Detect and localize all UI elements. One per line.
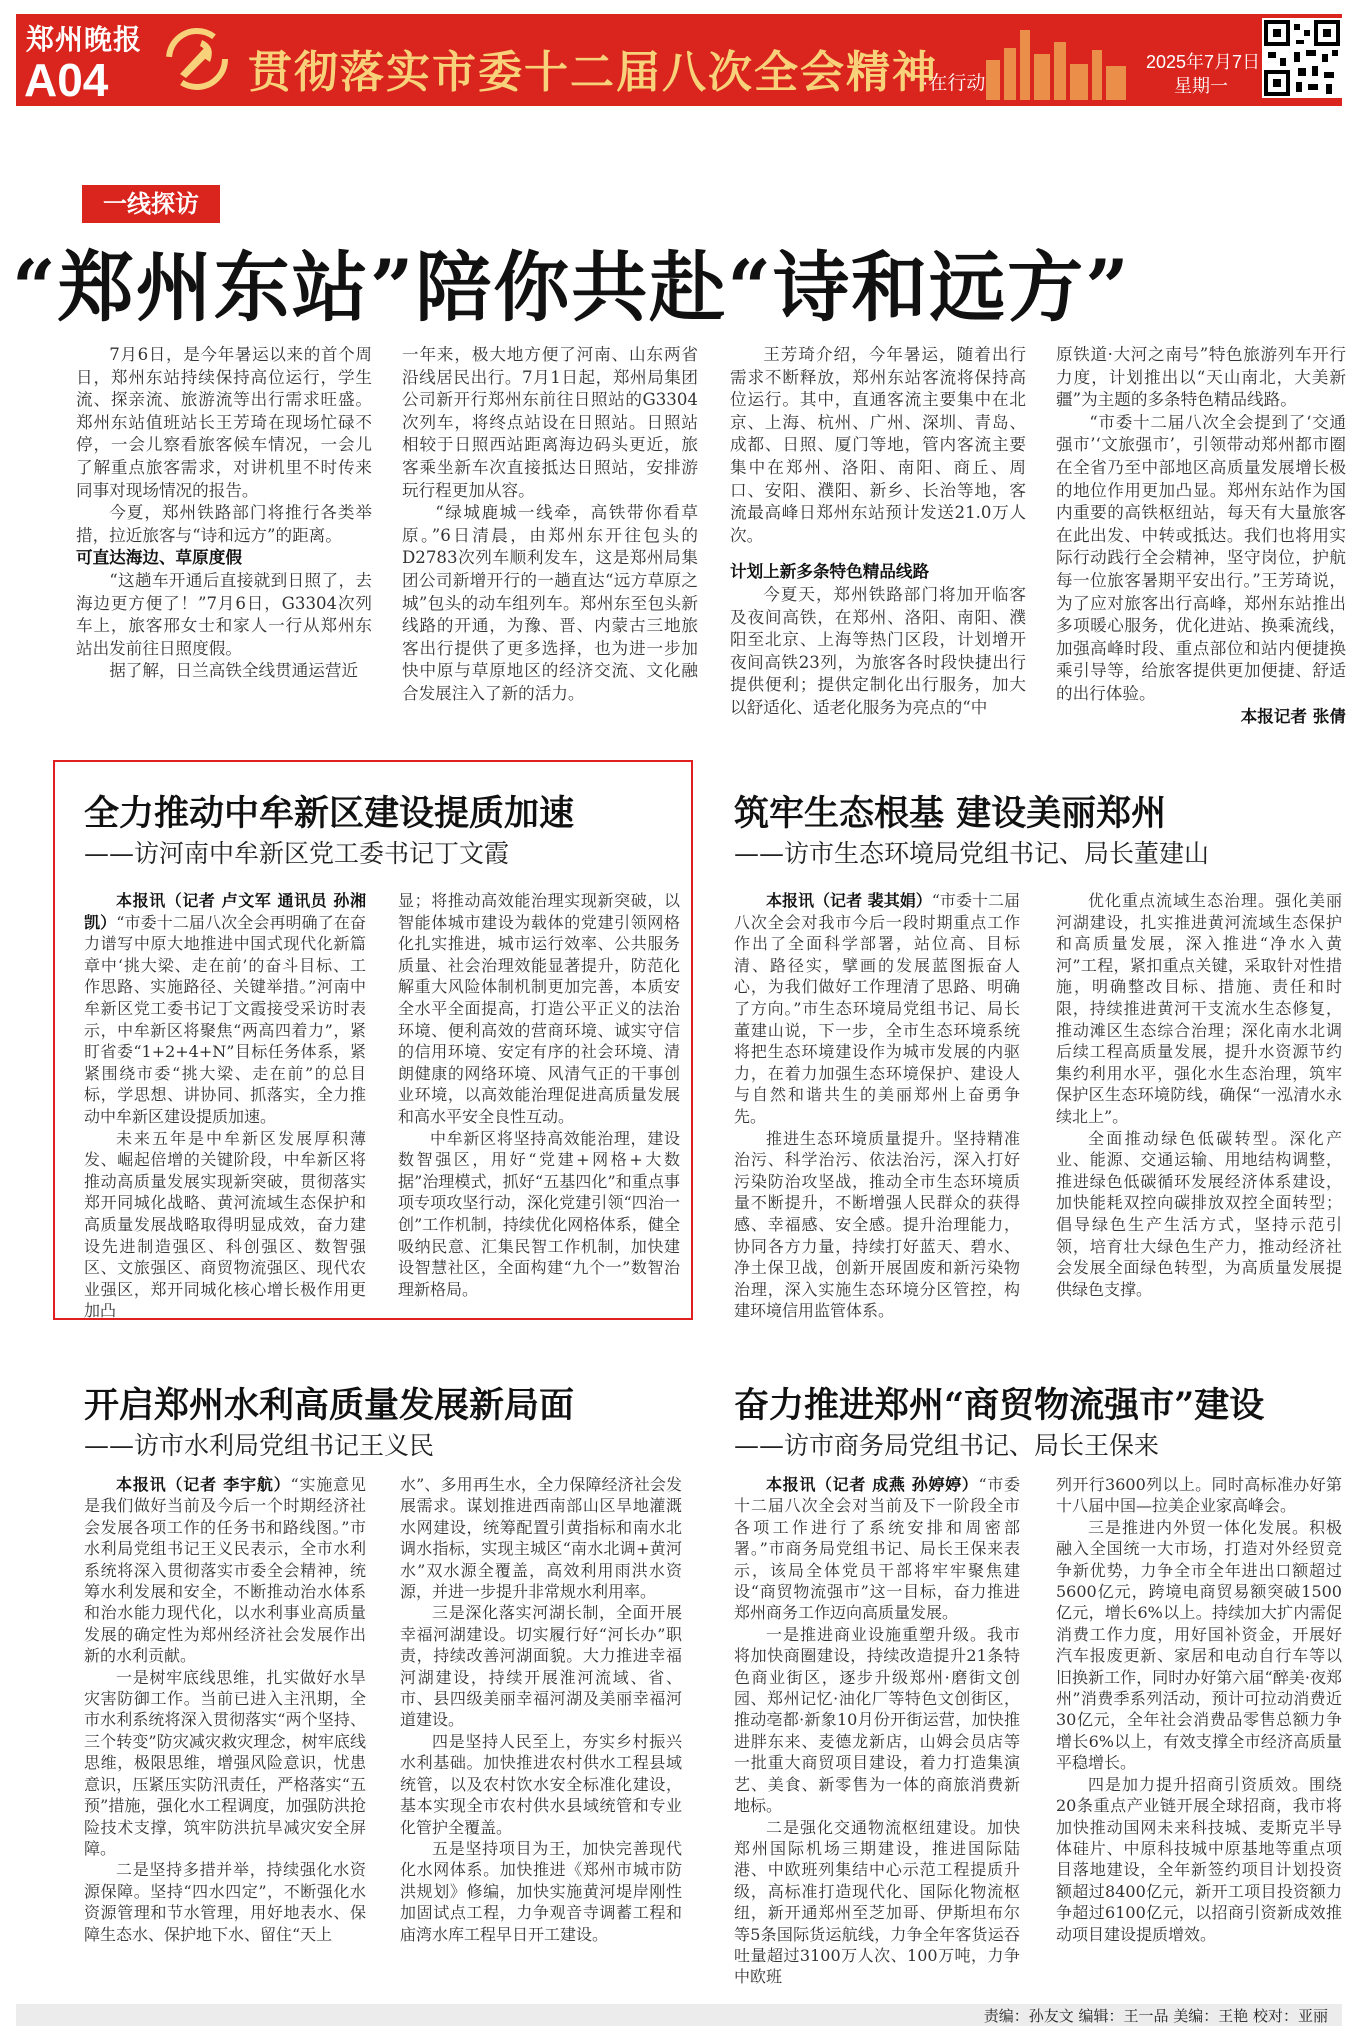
issue-weekday: 星期一 [1174,76,1228,96]
masthead-tag: ·在行动 [922,73,986,94]
main-column-2 [402,344,698,706]
lead-byline: 本报讯（记者 李宇航） [116,1475,291,1494]
masthead [16,14,1342,106]
party-emblem-icon [166,26,228,92]
page-headline: “郑州东站”陪你共赴“诗和远方” [12,243,1131,332]
paragraph: 王芳琦介绍，今年暑运，随着出行需求不断释放，郑州东站客流将保持高位运行。其中，直通客流主要集中在北京、上海、杭州、广州、深圳、青岛、成都、日照、厦门等地，管内客流主要集中在郑州、洛阳、南阳、商丘、周口、安阳、濮阳、新乡、长治等地，客流最高峰日郑州东站预计发送21.0万人次。 [730,345,1026,545]
article-column [400,1474,682,1945]
paragraph: 水”、多用再生水，全力保障经济社会发展需求。谋划推进西南部山区旱地灌溉水网建设，统筹配置引黄指标和南水北调水指标，实现主城区“南水北调+黄河水”双水源全覆盖，高效利用雨洪水资源，并进一步提升非常规水利用率。 [400,1475,682,1602]
byline: 本报记者 张倩 [1240,706,1346,726]
paragraph: 优化重点流域生态治理。强化美丽河湖建设，扎实推进黄河流域生态保护和高质量发展，深入推进“净水入黄河”工程，紧扣重点关键，采取针对性措施，明确整改目标、措施、责任和时限，持续推进黄河干支流水生态修复，推动滩区生态综合治理；深化南水北调后续工程高质量发展，提升水资源节约集约利用水平，强化水生态治理，筑牢保护区生态环境防线，确保“一泓清水永续北上”。 [1056,891,1342,1126]
issue-date: 2025年7月7日 [1146,52,1261,72]
paragraph: “市委十二届八次全会对当前及下一阶段全市各项工作进行了系统安排和周密部署。”市商务局党组书记、局长王保来表示，该局全体党员干部将牢牢聚焦建设“商贸物流强市”这一目标，奋力推进郑州商务工作迈向高质量发展。 [734,1475,1020,1623]
article-subtitle: ——访河南中牟新区党工委书记丁文霞 [84,839,510,868]
paragraph: “实施意见是我们做好当前及今后一个时期经济社会发展各项工作的任务书和路线图。”市水利局党组书记王义民表示，全市水利系统将深入贯彻落实市委全会精神，统筹水利发展和安全，不断推动治水体系和治水能力现代化，以水利事业高质量发展的确定性为郑州经济社会发展作出新的水利贡献。 [84,1475,366,1666]
paragraph: 四是坚持人民至上，夯实乡村振兴水利基础。加快推进农村供水工程县域统管，以及农村饮水安全标准化建设，基本实现全市农村供水县域统管和专业化管护全覆盖。 [400,1731,682,1837]
article-title: 开启郑州水利高质量发展新局面 [84,1385,575,1426]
article-column [1056,1474,1342,1945]
article-subtitle: ——访市商务局党组书记、局长王保来 [734,1431,1160,1460]
paragraph: 五是坚持项目为王，加快完善现代化水网体系。加快推进《郑州市城市防洪规划》修编，加快实施黄河堤岸刚性加固试点工程，力争观音寺调蓄工程和庙湾水库工程早日开工建设。 [400,1838,682,1944]
paper-name: 郑州晚报 [26,23,143,56]
paragraph: 原铁道·大河之南号”特色旅游列车开行力度，计划推出以“天山南北，大美新疆”为主题的多条特色精品线路。 [1056,345,1346,410]
paragraph: 今夏天，郑州铁路部门将加开临客及夜间高铁，在郑州、洛阳、南阳、濮阳至北京、上海等热门区段，计划增开夜间高铁23列，为旅客各时段快捷出行提供便利；提供定制化出行服务，加大以舒适化、适老化服务为亮点的“中 [730,584,1026,717]
article-title: 全力推动中牟新区建设提质加速 [84,793,575,834]
paragraph: “市委十二届八次全会提到了‘交通强市’‘文旅强市’，引领带动郑州都市圈在全省乃至中部地区高质量发展增长极的地位作用更加凸显。郑州东站作为国内重要的高铁枢纽站，每天有大量旅客在此出发、中转或抵达。我们也将用实际行动践行全会精神，坚守岗位，护航每一位旅客暑期平安出行。”王芳琦说，为了应对旅客出行高峰，郑州东站推出多项暖心服务，优化进站、换乘流线，加强高峰时段、重点部位和站内便捷换乘引导等，给旅客提供更加便捷、舒适的出行体验。 [1056,412,1346,703]
article-column [398,890,680,1300]
page-number: A04 [24,54,109,106]
paragraph: 据了解，日兰高铁全线贯通运营近 [109,661,359,681]
article-column [734,890,1020,1322]
paragraph: “市委十二届八次全会再明确了在奋力谱写中原大地推进中国式现代化新篇章中‘挑大梁、走在前’的奋斗目标、工作思路、实施路径、关键举措。”河南中牟新区党工委书记丁文霞接受采访时表示，中牟新区将聚焦“两高四着力”，紧盯省委“1+2+4+N”目标任务体系，紧紧围绕市委“挑大梁、走在前”的总目标，学思想、讲协同、抓落实，全力推动中牟新区建设提质加速。 [84,912,366,1126]
paragraph: 一是推进商业设施重塑升级。我市将加快商圈建设，持续改造提升21条特色商业街区，逐步升级郑州·磨街文创园、郑州记忆·油化厂等特色文创街区，推动亳都·新象10月份开街运营，加快推进胖东来、麦德龙新店，山姆会员店等一批重大商贸项目建设，着力打造集演艺、美食、新零售为一体的商旅消费新地标。 [734,1624,1020,1816]
paragraph: 中牟新区将坚持高效能治理，建设数智强区，用好“党建+网格+大数据”治理模式，抓好“五基四化”和重点事项专项攻坚行动，深化党建引领“四治一创”工作机制，持续优化网格体系，健全吸纳民意、汇集民智工作机制，加快建设智慧社区，全面构建“九个一”数智治理新格局。 [398,1128,680,1299]
article-title: 奋力推进郑州“商贸物流强市”建设 [734,1385,1265,1426]
paragraph: 三是深化落实河湖长制，全面开展幸福河湖建设。切实履行好“河长办”职责，持续改善河湖面貌。大力推进幸福河湖建设，持续开展淮河流域、省、市、县四级美丽幸福河湖及美丽幸福河道建设。 [400,1603,682,1730]
paragraph: 一年来，极大地方便了河南、山东两省沿线居民出行。7月1日起，郑州局集团公司新开行郑州东前往日照站的G3304次列车，将终点站设在日照站。日照站相较于日照西站距离海边码头更近，旅客乘坐新车次直接抵达日照站，安排游玩行程更加从容。 [402,345,698,500]
article-column [734,1474,1020,1988]
editor-credits: 责编：孙友文 编辑：王一品 美编：王艳 校对：亚丽 [983,2007,1328,2025]
column-badge: 一线探访 [82,185,220,223]
paragraph: “市委十二届八次全会对我市今后一段时期重点工作作出了全面科学部署，站位高、目标清、路径实，擘画的发展蓝图振奋人心，为我们做好工作理清了思路、明确了方向。”市生态环境局党组书记、局长董建山说，下一步，全市生态环境系统将把生态环境建设作为城市发展的内驱力，在着力加强生态环境保护、建设人与自然和谐共生的美丽郑州上奋勇争先。 [734,891,1020,1126]
article-column [84,890,366,1322]
paragraph: 四是加力提升招商引资质效。围绕20条重点产业链开展全球招商，我市将加快推动国网未来科技城、麦斯克半导体硅片、中原科技城中原基地等重点项目落地建设，全年新签约项目计划投资额超过8400亿元，新开工项目投资额力争超过6100亿元，以招商引资新成效推动项目建设提质增效。 [1056,1774,1342,1944]
main-column-1 [76,344,372,683]
article-subtitle: ——访市水利局党组书记王义民 [84,1431,435,1460]
lead-byline: 本报讯（记者 成燕 孙婷婷） [766,1475,979,1494]
lead-byline: 本报讯（记者 裴其娟） [766,891,932,910]
paragraph: 推进生态环境质量提升。坚持精准治污、科学治污、依法治污，深入打好污染防治攻坚战，推动全市生态环境质量不断提升，不断增强人民群众的获得感、幸福感、安全感。提升治理能力，协同各方力量，持续打好蓝天、碧水、净土保卫战，创新开展固废和新污染物治理，深入实施生态环境分区管控，构建环境信用监管体系。 [734,1128,1020,1321]
paragraph: “这趟车开通后直接就到日照了，去海边更方便了！”7月6日，G3304次列车上，旅客邢女士和家人一行从郑州东站出发前往日照度假。 [76,570,372,658]
article-subtitle: ——访市生态环境局党组书记、局长董建山 [734,839,1210,868]
article-title: 筑牢生态根基 建设美丽郑州 [734,793,1167,834]
city-skyline-icon [976,20,1146,100]
qr-code-icon [1262,18,1342,98]
article-column [84,1474,366,1945]
subheading: 计划上新多条特色精品线路 [730,562,930,582]
paragraph: 显；将推动高效能治理实现新突破，以智能体城市建设为载体的党建引领网格化扎实推进，城市运行效率、公共服务质量、社会治理效能显著提升，防范化解重大风险体制机制更加完善，本质安全水平全面提高，打造公平正义的法治环境、便利高效的营商环境、诚实守信的信用环境、安定有序的社会环境、清朗健康的网络环境、风清气正的干事创业环境，以高效能治理促进高质量发展和高水平安全良性互动。 [398,891,680,1126]
subheading: 可直达海边、草原度假 [76,548,242,568]
paragraph: 二是强化交通物流枢纽建设。加快郑州国际机场三期建设，推进国际陆港、中欧班列集结中心示范工程提质升级，高标准打造现代化、国际化物流枢纽，新开通郑州至芝加哥、伊斯坦布尔等5条国际货运航线，力争全年客货运吞吐量超过3100万人次、100万吨，力争中欧班 [734,1817,1020,1987]
lead-byline: 本报讯（记者 卢文军 通讯员 孙湘凯） [84,891,366,932]
paragraph: 7月6日，是今年暑运以来的首个周日，郑州东站持续保持高位运行，学生流、探亲流、旅游流等出行需求旺盛。郑州东站值班站长王芳琦在现场忙碌不停，一会儿察看旅客候车情况，一会儿了解重点旅客需求，对讲机里不时传来同事对现场情况的报告。 [76,345,372,500]
paragraph: 一是树牢底线思维，扎实做好水旱灾害防御工作。当前已进入主汛期，全市水利系统将深入贯彻落实“两个坚持、三个转变”防灾减灾救灾理念，树牢底线思维，极限思维，增强风险意识，忧患意识，压紧压实防汛责任，严格落实“五预”措施，强化水工程调度，加强防洪抢险技术支撑，筑牢防洪抗旱减灾安全屏障。 [84,1667,366,1858]
masthead-slogan: 贯彻落实市委十二届八次全会精神 [248,47,938,98]
paragraph: 全面推动绿色低碳转型。深化产业、能源、交通运输、用地结构调整，推进绿色低碳循环发展经济体系建设，加快能耗双控向碳排放双控全面转型；倡导绿色生产生活方式，坚持示范引领，培育壮大绿色生产力，推动经济社会发展全面绿色转型，为高质量发展提供绿色支撑。 [1056,1128,1342,1299]
main-column-3 [730,344,1026,720]
paragraph: “绿城鹿城一线牵，高铁带你看草原。”6日清晨，由郑州东开往包头的D2783次列车顺利发车，这是郑州局集团公司新增开行的一趟直达“远方草原之城”包头的动车组列车。郑州东至包头新线路的开通，为豫、晋、内蒙古三地旅客出行提供了更多选择，也为进一步加快中原与草原地区的经济交流、文化融合发展注入了新的活力。 [402,503,698,703]
main-column-4 [1056,344,1346,728]
paragraph: 二是坚持多措并举，持续强化水资源保障。坚持“四水四定”，不断强化水资源管理和节水管理，用好地表水、保障生态水、保护地下水、留住“天上 [84,1860,366,1944]
paragraph: 未来五年是中牟新区发展厚积薄发、崛起倍增的关键阶段，中牟新区将推动高质量发展实现新突破，贯彻落实郑开同城化战略、黄河流域生态保护和高质量发展战略取得明显成效，奋力建设先进制造强区、科创强区、数智强区、文旅强区、商贸物流强区、现代农业强区，郑开同城化核心增长极作用更加凸 [84,1128,366,1321]
article-column [1056,890,1342,1300]
paragraph: 列开行3600列以上。同时高标准办好第十八届中国—拉美企业家高峰会。 [1056,1475,1342,1516]
paragraph: 三是推进内外贸一体化发展。积极融入全国统一大市场，打造对外经贸竞争新优势，力争全市全年进出口额超过5600亿元，跨境电商贸易额突破1500亿元，增长6%以上。持续加大扩内需促消费工作力度，用好国补资金，开展好汽车报废更新、家居和电动自行车等以旧换新工作，同时办好第六届“醉美·夜郑州”消费季系列活动，预计可拉动消费近30亿元，全年社会消费品零售总额力争增长6%以上，有效支撑全市经济高质量平稳增长。 [1056,1517,1342,1773]
paragraph: 今夏，郑州铁路部门将推行各类举措，拉近旅客与“诗和远方”的距离。 [76,503,372,545]
